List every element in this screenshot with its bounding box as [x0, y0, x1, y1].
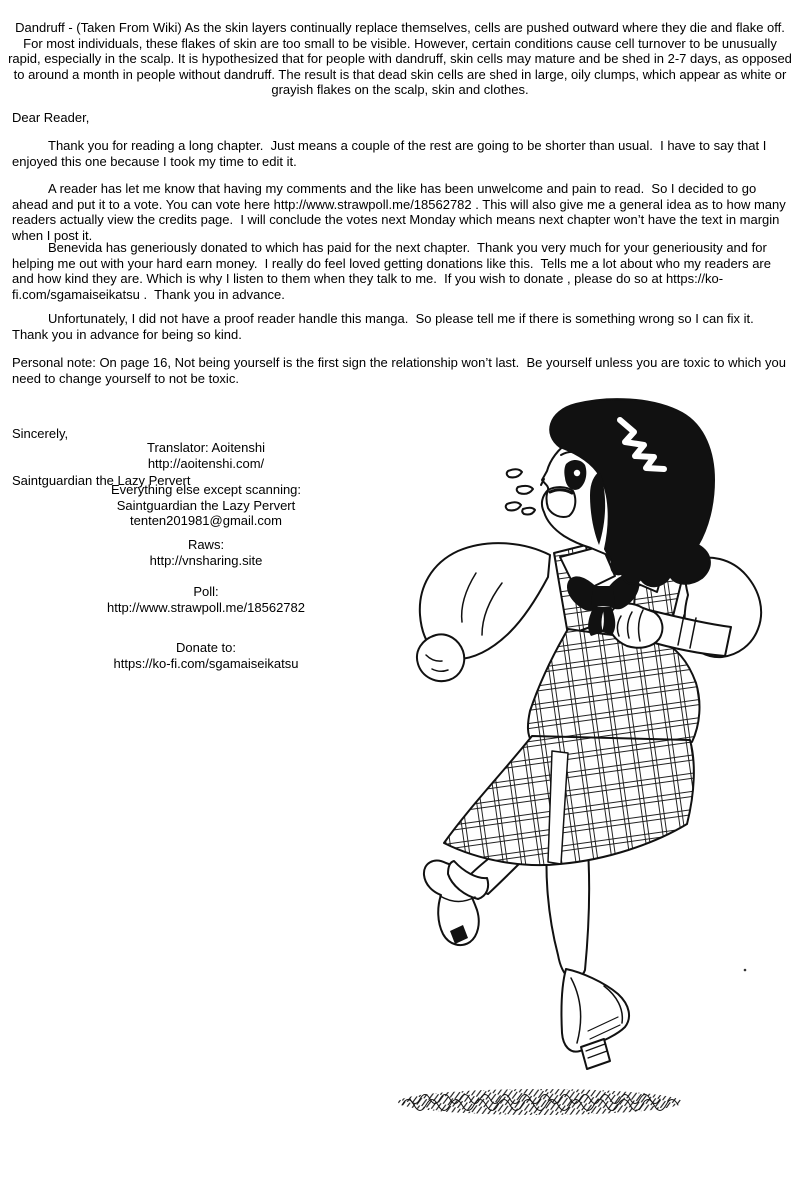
credit-line: tenten201981@gmail.com: [130, 513, 282, 529]
credit-line: Poll:: [193, 584, 219, 599]
credit-line: https://ko-fi.com/sgamaiseikatsu: [113, 655, 299, 671]
salutation: Dear Reader,: [12, 110, 90, 125]
credit-raws: [0, 537, 412, 568]
paragraph-proofread: Unfortunately, I did not have a proof reader handle this manga. So please tell me if there is something wrong so I can fix it. Thank you in advance for being so kind.: [12, 311, 761, 342]
credit-line: http://www.strawpoll.me/18562782: [107, 599, 305, 615]
credit-donate: [0, 640, 412, 671]
signature: Saintguardian the Lazy Pervert: [12, 472, 191, 488]
credit-line: http://aoitenshi.com/: [147, 455, 265, 471]
credit-poll: [0, 584, 412, 615]
ground-shadow: [398, 1089, 682, 1115]
left-fist: [417, 634, 464, 681]
credit-line: Saintguardian the Lazy Pervert: [116, 497, 296, 513]
credit-translator: [0, 440, 412, 471]
personal-note: Personal note: On page 16, Not being yourself is the first sign the relationship won’t last. Be yourself unless you are toxic to which you need to change yourself to not be toxic.: [12, 355, 790, 386]
left-arm: [417, 543, 550, 681]
credit-everything-else: [0, 482, 412, 529]
closing: Sincerely,: [12, 426, 69, 442]
paragraph-poll: A reader has let me know that having my comments and the like has been unwelcome and pain to read. So I decided to go ahead and put it to a vote. You can vote here http://www.strawpoll.me/18562782 . This will also give me a general idea as to how many readers actually view the credits page. I will conclude the votes next Monday which means next chapter won’t have the text in margin when I post it.: [12, 181, 790, 243]
paragraph-donation: Benevida has generiously donated to which has paid for the next chapter. Thank you very much for your generiousity and for helping me out with your hard earn money. I really do feel loved getting donations like this. Tells me a lot about who my readers are and how kind they are. Which is why I listen to them when they talk to me. If you wish to donate , please do so at https://ko-fi.com/sgamaiseikatsu . Thank you in advance.: [12, 240, 775, 302]
intro-note: Dandruff - (Taken From Wiki) As the skin layers continually replace themselves, cells are pushed outward where they die and flake off. For most individuals, these flakes of skin are too small to be visible. However, certain conditions cause cell turnover to be unusually rapid, especially in the scalp. It is hypothesized that for people with dandruff, skin cells may mature and be shed in 2-7 days, as opposed to around a month in people without dandruff. The result is that dead skin cells are shed in large, oily clumps, which appear as white or grayish flakes on the scalp, skin and clothes.: [8, 20, 796, 98]
illustration-running-girl: [380, 395, 790, 1130]
paragraph-thanks: Thank you for reading a long chapter. Just means a couple of the rest are going to be shorter than usual. I have to say that I enjoyed this one because I took my time to edit it.: [12, 138, 770, 169]
tears: [506, 469, 535, 514]
credit-line: http://vnsharing.site: [149, 552, 263, 568]
standing-foot-shoe: [561, 969, 629, 1069]
credit-line: Translator: Aoitenshi: [146, 440, 266, 455]
credit-line: Everything else except scanning:: [110, 482, 302, 497]
credit-line: Donate to:: [176, 640, 236, 655]
ink-speck: [744, 969, 747, 972]
credit-line: Raws:: [187, 537, 225, 552]
